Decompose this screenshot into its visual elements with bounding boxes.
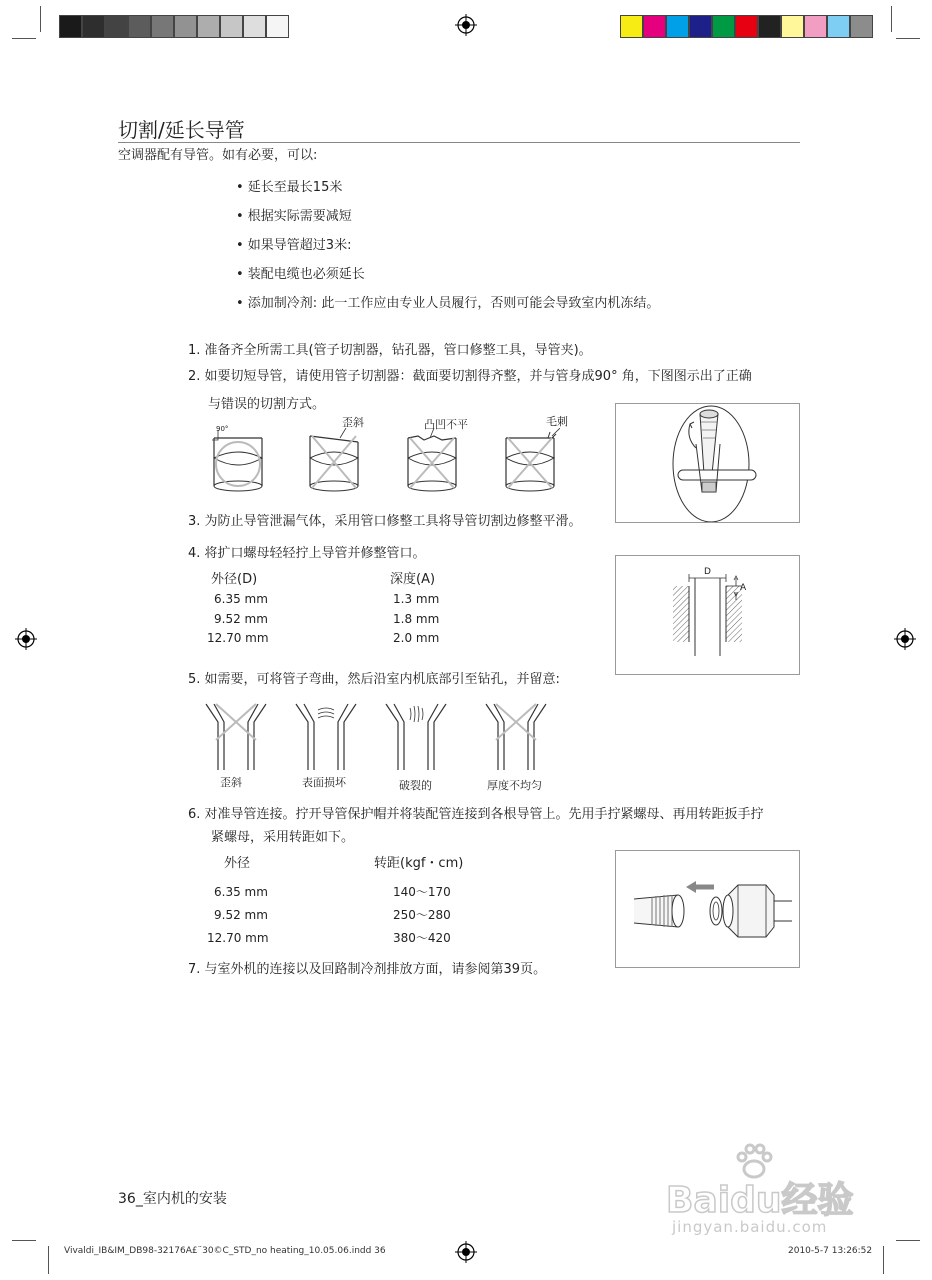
step-2: 2. 如要切短导管，请使用管子切割器：截面要切割得齐整，并与管身成90° 角，下图图示出了正确: [188, 369, 752, 384]
step-6-continued: 紧螺母，采用转距如下。: [211, 830, 355, 845]
step-2-continued: 与错误的切割方式。: [208, 397, 326, 412]
torque-cell: 380～420: [393, 931, 451, 945]
flare-cell: 12.70 mm: [207, 631, 269, 645]
bend-damaged-diagram: [294, 700, 358, 772]
crop-mark: [896, 1240, 920, 1241]
bullet-item: • 添加制冷剂: 此一工作应由专业人员履行，否则可能会导致室内机冻结。: [236, 296, 660, 311]
gray-swatch: [266, 15, 289, 38]
step-7: 7. 与室外机的连接以及回路制冷剂排放方面，请参阅第39页。: [188, 962, 547, 977]
gray-swatch: [151, 15, 174, 38]
step-6: 6. 对准导管连接。拧开导管保护帽并将装配管连接到各根导管上。先用手拧紧螺母、再用转距扳手拧: [188, 807, 764, 822]
torque-cell: 250～280: [393, 908, 451, 922]
bend-cracked-diagram: [384, 700, 448, 772]
flare-header-depth: 深度(A): [390, 572, 436, 587]
torque-cell: 9.52 mm: [214, 908, 268, 922]
diameter-symbol: D: [704, 567, 711, 577]
registration-mark-right: [894, 628, 916, 650]
heading-rule: [118, 142, 800, 143]
correct-cut-diagram: [210, 425, 268, 496]
angle-label: 90°: [216, 425, 229, 433]
bend-label: 表面损坏: [302, 776, 346, 789]
gray-swatch: [220, 15, 243, 38]
print-timestamp: 2010-5-7 13:26:52: [788, 1246, 873, 1256]
flare-cell: 2.0 mm: [393, 631, 440, 645]
color-swatch: [735, 15, 758, 38]
registration-mark-left: [15, 628, 37, 650]
page-number-label: 36_室内机的安装: [118, 1191, 227, 1207]
torque-cell: 12.70 mm: [207, 931, 269, 945]
flare-cell: 9.52 mm: [214, 612, 268, 626]
torque-header-diameter: 外径: [224, 856, 251, 871]
crop-mark: [883, 1246, 884, 1274]
step-3: 3. 为防止导管泄漏气体，采用管口修整工具将导管切割边修整平滑。: [188, 514, 582, 529]
bullet-item: • 如果导管超过3米:: [236, 238, 352, 253]
color-swatch: [827, 15, 850, 38]
bend-label: 厚度不均匀: [487, 779, 542, 792]
gray-swatch: [82, 15, 105, 38]
crop-mark: [896, 38, 920, 39]
color-swatch: [620, 15, 643, 38]
gray-swatch: [197, 15, 220, 38]
pipe-cutter-illustration: [615, 403, 800, 523]
uneven-label: 凸凹不平: [424, 418, 468, 431]
step-1: 1. 准备齐全所需工具(管子切割器，钻孔器，管口修整工具，导管夹)。: [188, 343, 592, 358]
gray-swatch: [174, 15, 197, 38]
crop-mark: [40, 6, 41, 32]
color-swatch: [804, 15, 827, 38]
bend-uneven-diagram: [484, 700, 548, 772]
gray-swatch: [128, 15, 151, 38]
crop-mark: [12, 38, 36, 39]
bend-label: 歪斜: [220, 776, 242, 789]
file-info: Vivaldi_IB&IM_DB98-32176A£¨30©C_STD_no heating_10.05.06.indd 36: [64, 1246, 386, 1256]
watermark-brand: Baidu经验: [666, 1180, 854, 1221]
burr-cut-diagram: [502, 428, 560, 496]
bend-oblique-diagram: [204, 700, 268, 772]
oblique-label: 歪斜: [342, 416, 364, 429]
pipe-connection-illustration: [615, 850, 800, 968]
bullet-item: • 装配电缆也必须延长: [236, 267, 365, 282]
bend-label: 破裂的: [399, 779, 432, 792]
baidu-watermark: [666, 1142, 896, 1242]
registration-mark-top: [455, 14, 477, 36]
registration-mark-bottom: [455, 1241, 477, 1263]
color-swatch: [666, 15, 689, 38]
color-swatch: [643, 15, 666, 38]
crop-mark: [48, 1246, 49, 1274]
bullet-item: • 根据实际需要减短: [236, 209, 352, 224]
color-swatch: [850, 15, 873, 38]
gray-swatch: [59, 15, 82, 38]
gray-swatch: [105, 15, 128, 38]
flare-header-diameter: 外径(D): [211, 572, 258, 587]
burr-label: 毛刺: [546, 415, 568, 428]
color-swatch: [758, 15, 781, 38]
crop-mark: [891, 6, 892, 32]
flare-diagram: [615, 555, 800, 675]
torque-cell: 140～170: [393, 885, 451, 899]
color-swatch: [712, 15, 735, 38]
watermark-url: jingyan.baidu.com: [672, 1218, 828, 1236]
flare-cell: 1.3 mm: [393, 592, 440, 606]
crop-mark: [12, 1240, 36, 1241]
page-heading: 切割/延长导管: [118, 118, 245, 142]
flare-cell: 1.8 mm: [393, 612, 440, 626]
color-swatch: [781, 15, 804, 38]
color-swatch: [689, 15, 712, 38]
depth-symbol: A: [740, 583, 747, 593]
step-4: 4. 将扩口螺母轻轻拧上导管并修整管口。: [188, 546, 426, 561]
flare-cell: 6.35 mm: [214, 592, 268, 606]
uneven-cut-diagram: [404, 428, 462, 496]
oblique-cut-diagram: [306, 428, 364, 496]
intro-text: 空调器配有导管。如有必要，可以:: [118, 148, 318, 163]
torque-header-value: 转距(kgf・cm): [374, 856, 464, 871]
torque-cell: 6.35 mm: [214, 885, 268, 899]
step-5: 5. 如需要，可将管子弯曲，然后沿室内机底部引至钻孔，并留意:: [188, 672, 560, 687]
bullet-item: • 延长至最长15米: [236, 180, 343, 195]
gray-swatch: [243, 15, 266, 38]
